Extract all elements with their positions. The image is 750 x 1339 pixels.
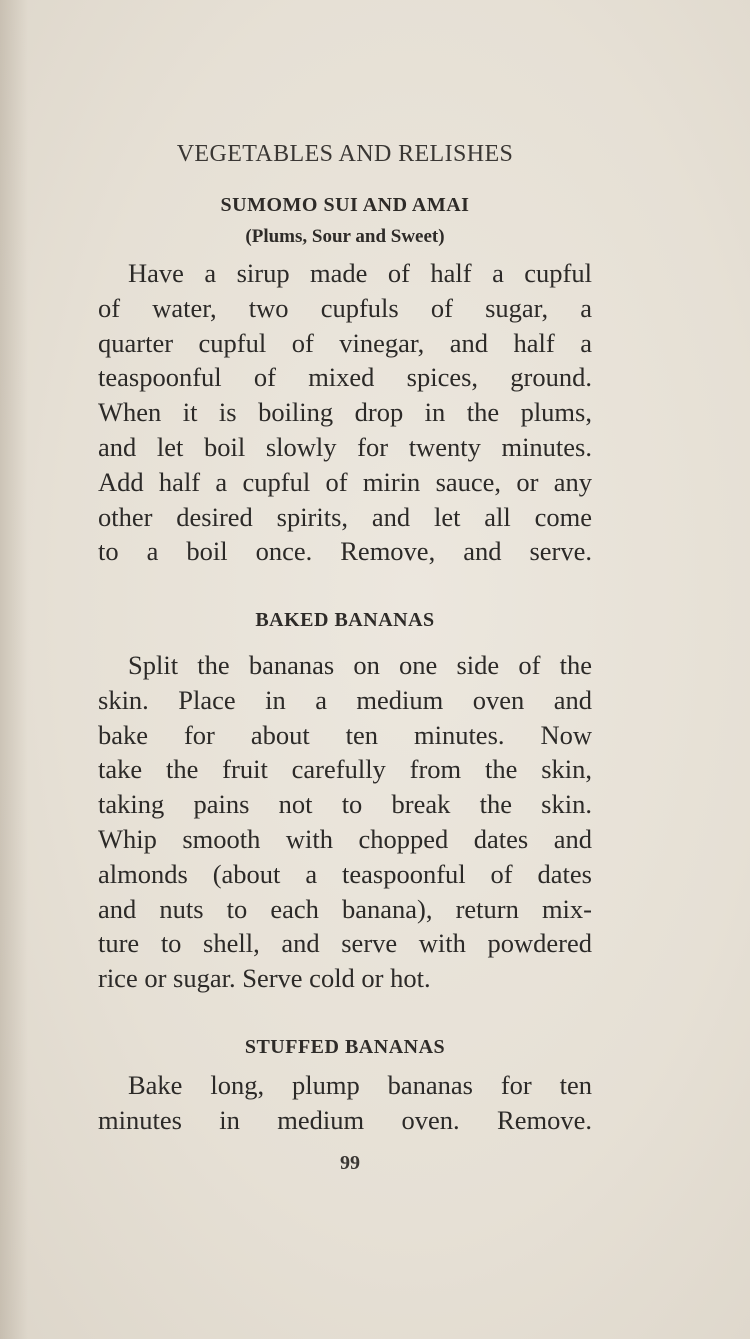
recipe-title: SUMOMO SUI AND AMAI: [220, 194, 470, 216]
text-line: Whip smooth with chopped dates and: [98, 823, 592, 854]
text-line: skin. Place in a medium oven and: [98, 684, 592, 715]
recipe-body: [98, 1068, 592, 1138]
running-head: VEGETABLES AND RELISHES: [176, 141, 514, 167]
text-line: other desired spirits, and let all come: [98, 501, 592, 532]
recipe-subtitle: (Plums, Sour and Sweet): [245, 226, 445, 247]
recipe-title: BAKED BANANAS: [255, 609, 435, 631]
recipe-body: [98, 256, 592, 569]
text-line: take the fruit carefully from the skin,: [98, 754, 592, 785]
text-line: teaspoonful of mixed spices, ground.: [98, 362, 592, 393]
text-line: Bake long, plump bananas for ten: [128, 1070, 592, 1100]
text-line: Add half a cupful of mirin sauce, or any: [98, 466, 592, 497]
text-line: ture to shell, and serve with powdered: [98, 928, 592, 959]
recipe-title: STUFFED BANANAS: [244, 1036, 446, 1058]
text-line: bake for about ten minutes. Now: [98, 719, 592, 750]
text-line: When it is boiling drop in the plums,: [98, 397, 592, 428]
recipe-body: [98, 648, 592, 996]
text-line: almonds (about a teaspoonful of dates: [98, 858, 592, 889]
text-line: taking pains not to break the skin.: [98, 789, 592, 820]
text-line: to a boil once. Remove, and serve.: [98, 536, 592, 567]
text-line: and let boil slowly for twenty minutes.: [98, 431, 592, 462]
text-line: rice or sugar. Serve cold or hot.: [98, 963, 431, 994]
text-line: and nuts to each banana), return mix-: [98, 893, 592, 924]
text-line: quarter cupful of vinegar, and half a: [98, 327, 592, 358]
text-line: of water, two cupfuls of sugar, a: [98, 292, 592, 323]
text-line: Split the bananas on one side of the: [128, 650, 592, 680]
text-line: Have a sirup made of half a cupful: [128, 258, 592, 288]
text-line: minutes in medium oven. Remove.: [98, 1104, 592, 1135]
page-number: 99: [340, 1152, 360, 1174]
